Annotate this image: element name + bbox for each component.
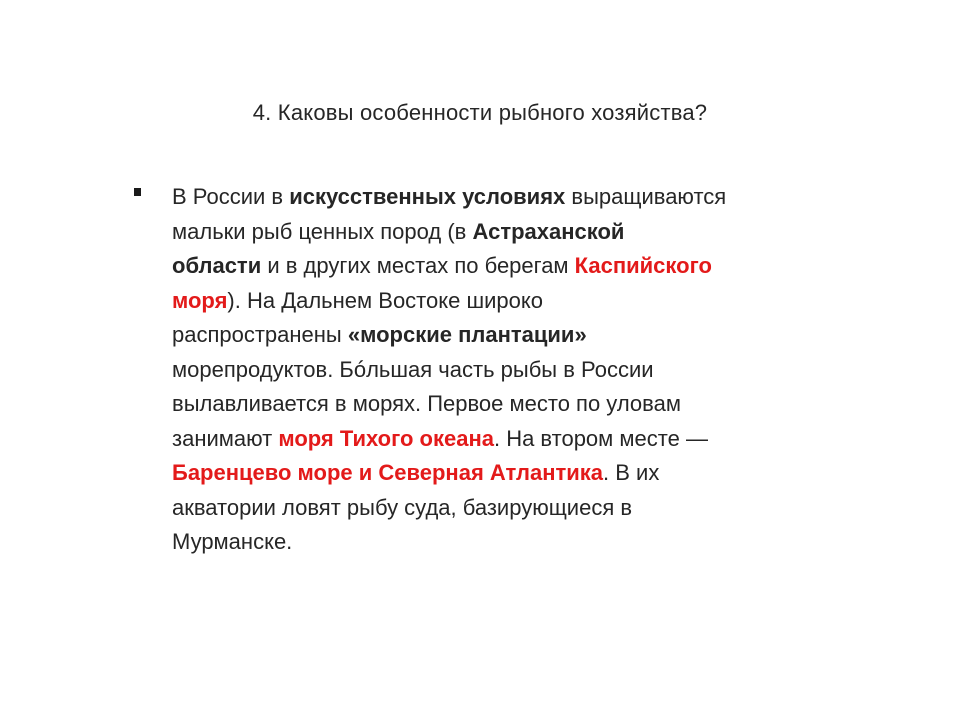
bullet-paragraph	[172, 180, 832, 560]
text-run: ). На Дальнем Востоке широко	[227, 287, 543, 313]
text-run: выращиваются	[565, 184, 727, 209]
paragraph-line	[172, 422, 832, 457]
paragraph-line	[172, 456, 832, 491]
text-run: мальки рыб ценных пород (в	[172, 218, 473, 244]
text-run: Мурманске.	[172, 529, 293, 554]
text-run: занимают	[172, 425, 279, 451]
paragraph-line	[172, 387, 832, 422]
highlighted-text-run: Баренцево море и Северная Атлантика	[172, 460, 604, 485]
paragraph-line	[172, 215, 832, 250]
highlighted-text-run: моря Тихого океана	[278, 425, 494, 451]
paragraph-line	[172, 180, 832, 215]
paragraph-line	[172, 491, 832, 526]
paragraph-line	[172, 284, 832, 319]
paragraph-line	[172, 249, 832, 284]
slide-title: 4. Каковы особенности рыбного хозяйства?	[252, 100, 708, 125]
text-run: В России в	[172, 184, 290, 209]
text-run: . В их	[603, 460, 660, 485]
highlighted-text-run: Каспийского	[574, 253, 712, 278]
paragraph-line	[172, 318, 832, 353]
text-run: морепродуктов. Бóльшая часть рыбы в России	[172, 356, 654, 382]
text-run: . На втором месте —	[493, 425, 708, 451]
highlighted-text-run: моря	[172, 287, 228, 313]
square-bullet-icon	[134, 188, 141, 196]
bold-text-run: искусственных условиях	[289, 184, 566, 209]
text-run: распространены	[172, 322, 348, 347]
bold-text-run: «морские плантации»	[347, 322, 587, 347]
bold-text-run: области	[172, 253, 262, 278]
text-run: и в других местах по берегам	[261, 253, 575, 278]
paragraph-line	[172, 525, 832, 560]
text-run: вылавливается в морях. Первое место по уловам	[172, 391, 681, 416]
bold-text-run: Астраханской	[472, 218, 625, 244]
text-run: акватории ловят рыбу суда, базирующиеся в	[172, 494, 633, 520]
paragraph-line	[172, 353, 832, 388]
